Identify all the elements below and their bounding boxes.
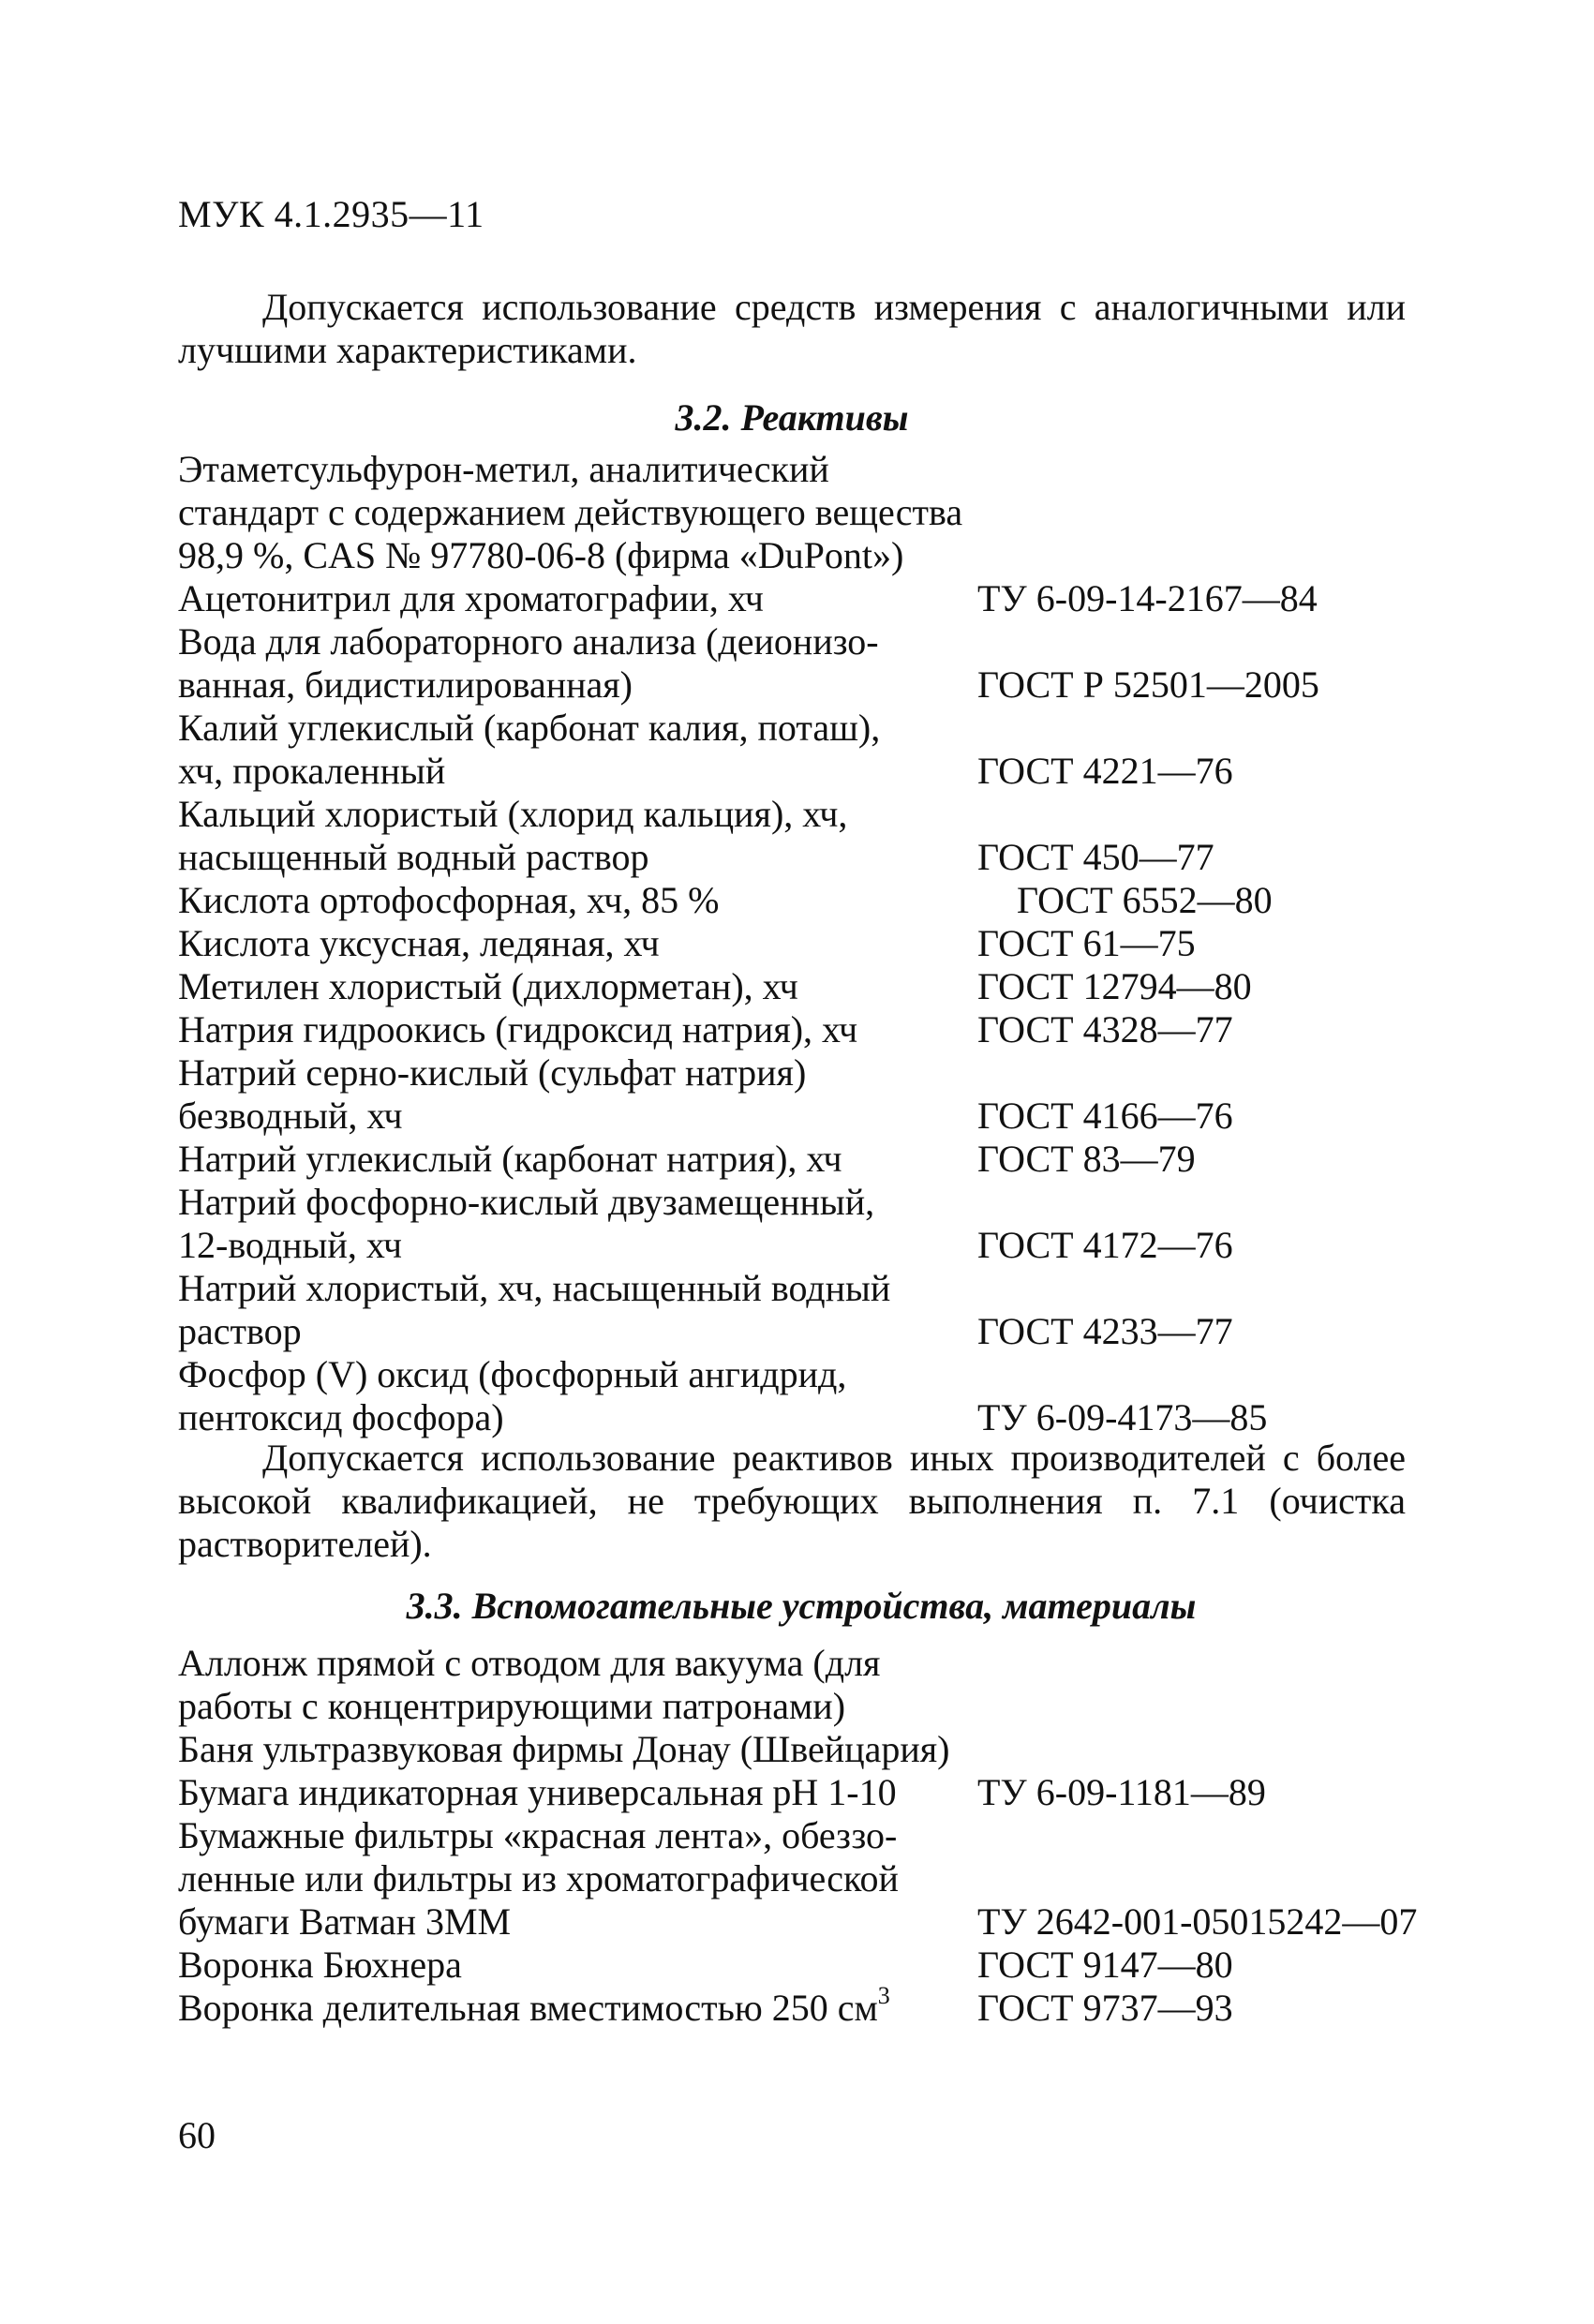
item-name — [178, 1267, 984, 1353]
item-name-line — [178, 1396, 984, 1439]
item-name-line — [178, 707, 984, 750]
item-name — [178, 879, 984, 922]
item-standard: ГОСТ 12794—80 — [977, 965, 1252, 1007]
item-name-text: Натрий углекислый (карбонат натрия), хч — [178, 1138, 842, 1180]
list-item — [178, 707, 1452, 793]
item-name-text: Воронка Бюхнера — [178, 1944, 462, 1986]
item-name-line — [178, 1814, 984, 1857]
item-name — [178, 1728, 984, 1771]
item-name-line — [178, 750, 984, 793]
item-standard: ТУ 2642-001-05015242—07 — [977, 1900, 1418, 1943]
list-item — [178, 1944, 1452, 1987]
materials-list — [178, 1642, 1452, 2030]
list-item — [178, 577, 1452, 620]
list-item — [178, 1051, 1452, 1138]
item-name-line — [178, 1008, 984, 1051]
item-name-text: Натрий фосфорно-кислый двузамещенный, — [178, 1181, 875, 1223]
list-item — [178, 793, 1452, 879]
document-code-header: МУК 4.1.2935—11 — [178, 193, 484, 235]
item-name-line — [178, 793, 984, 836]
item-name-text: Ацетонитрил для хроматографии, хч — [178, 577, 764, 619]
item-standard: ГОСТ 4172—76 — [977, 1224, 1233, 1266]
item-name-text: Натрий серно-кислый (сульфат натрия) — [178, 1051, 807, 1094]
item-name-line — [178, 836, 984, 879]
item-name — [178, 1008, 984, 1051]
item-name-text: Этаметсульфурон-метил, аналитический — [178, 448, 829, 490]
item-name — [178, 448, 984, 577]
item-name — [178, 793, 984, 879]
item-name — [178, 965, 984, 1008]
item-name-text: работы с концентрирующими патронами) — [178, 1685, 846, 1727]
item-name-line — [178, 879, 984, 922]
item-name-line — [178, 577, 984, 620]
item-name-text: Бумага индикаторная универсальная рН 1-10 — [178, 1771, 897, 1813]
item-name-line — [178, 1685, 984, 1728]
item-standard: ГОСТ 9737—93 — [977, 1987, 1233, 2029]
item-name-line — [178, 922, 984, 965]
item-name-text: Метилен хлористый (дихлорметан), хч — [178, 965, 798, 1007]
list-item — [178, 1267, 1452, 1353]
item-name-line — [178, 620, 984, 663]
item-name-line — [178, 1771, 984, 1814]
item-name-text: безводный, хч — [178, 1095, 403, 1137]
item-name-text: Аллонж прямой с отводом для вакуума (для — [178, 1642, 881, 1684]
item-name — [178, 620, 984, 707]
section-title-reagents: 3.2. Реактивы — [675, 396, 909, 439]
item-name-line — [178, 1857, 984, 1900]
item-name-line — [178, 1353, 984, 1396]
list-item — [178, 620, 1452, 707]
item-name — [178, 1814, 984, 1944]
section-title-materials: 3.3. Вспомогательные устройства, материалы — [406, 1585, 1197, 1627]
page-number: 60 — [178, 2114, 216, 2156]
item-name-text: 98,9 %, CAS № 97780-06-8 (фирма «DuPont») — [178, 534, 904, 576]
item-name-text: раствор — [178, 1310, 302, 1352]
item-name-line — [178, 1138, 984, 1181]
item-standard: ГОСТ 4233—77 — [977, 1310, 1233, 1352]
list-item — [178, 1181, 1452, 1267]
item-name — [178, 1353, 984, 1439]
list-item — [178, 1353, 1452, 1439]
item-name-text: стандарт с содержанием действующего вещества — [178, 491, 963, 533]
item-standard: ТУ 6-09-4173—85 — [977, 1396, 1268, 1438]
item-standard: ГОСТ 61—75 — [977, 922, 1196, 964]
item-name-line — [178, 965, 984, 1008]
item-name-text: бумаги Ватман 3ММ — [178, 1900, 512, 1943]
item-name-text: Кальций хлористый (хлорид кальция), хч, — [178, 793, 848, 835]
item-standard: ГОСТ 9147—80 — [977, 1944, 1233, 1986]
item-name-text: хч, прокаленный — [178, 750, 446, 792]
item-name — [178, 1771, 984, 1814]
item-name-line — [178, 1982, 984, 2030]
item-name — [178, 1181, 984, 1267]
item-name-line — [178, 1310, 984, 1353]
item-name-text: Калий углекислый (карбонат калия, поташ), — [178, 707, 881, 749]
item-standard: ГОСТ 4328—77 — [977, 1008, 1233, 1050]
reagents-list — [178, 448, 1452, 1439]
item-name — [178, 1642, 984, 1728]
list-item — [178, 879, 1452, 922]
item-name — [178, 1051, 984, 1138]
item-standard: ТУ 6-09-1181—89 — [977, 1771, 1266, 1813]
item-standard: ГОСТ Р 52501—2005 — [977, 663, 1319, 706]
intro-paragraph — [178, 286, 1406, 372]
list-item — [178, 1814, 1452, 1944]
list-item — [178, 1982, 1452, 2030]
list-item — [178, 965, 1452, 1008]
item-name-text: пентоксид фосфора) — [178, 1396, 504, 1438]
item-name-line — [178, 448, 984, 491]
item-name-line — [178, 1051, 984, 1095]
list-item — [178, 1642, 1452, 1728]
item-standard: ГОСТ 6552—80 — [1017, 879, 1273, 921]
item-standard: ГОСТ 4221—76 — [977, 750, 1233, 792]
item-name-line — [178, 1944, 984, 1987]
item-name — [178, 1138, 984, 1181]
item-name — [178, 707, 984, 793]
item-standard: ГОСТ 4166—76 — [977, 1095, 1233, 1137]
item-name-line — [178, 534, 984, 577]
item-name-line — [178, 491, 984, 534]
item-name-line — [178, 1095, 984, 1138]
reagents-note-text: Допускается использование реактивов иных производителей с более высокой квалификацией, не требующих выполнения п. 7.1 (очистка растворителей). — [178, 1437, 1406, 1565]
item-name-text: Натрий хлористый, хч, насыщенный водный — [178, 1267, 891, 1309]
item-name-text: Баня ультразвуковая фирмы Донау (Швейцария) — [178, 1728, 950, 1770]
item-name-text: Натрия гидроокись (гидроксид натрия), хч — [178, 1008, 858, 1050]
item-standard: ГОСТ 83—79 — [977, 1138, 1196, 1180]
list-item — [178, 1138, 1452, 1181]
item-name-text: Кислота ортофосфорная, хч, 85 % — [178, 879, 720, 921]
item-name-text: насыщенный водный раствор — [178, 836, 649, 878]
item-name-text: Бумажные фильтры «красная лента», обеззо- — [178, 1814, 898, 1856]
item-name — [178, 1982, 984, 2030]
list-item — [178, 1771, 1452, 1814]
item-standard: ТУ 6-09-14-2167—84 — [977, 577, 1318, 619]
reagents-note-paragraph — [178, 1437, 1406, 1566]
item-name-line — [178, 1267, 984, 1310]
item-name — [178, 922, 984, 965]
item-name-text: Воронка делительная вместимостью 250 см — [178, 1987, 878, 2029]
intro-paragraph-text: Допускается использование средств измерения с аналогичными или лучшими характеристиками. — [178, 286, 1406, 371]
item-name-text: ванная, бидистилированная) — [178, 663, 633, 706]
item-name-line — [178, 1224, 984, 1267]
item-name — [178, 577, 984, 620]
item-name-text: Кислота уксусная, ледяная, хч — [178, 922, 660, 964]
list-item — [178, 922, 1452, 965]
item-name-text: 12-водный, хч — [178, 1224, 402, 1266]
item-name-text: Вода для лабораторного анализа (деионизо- — [178, 620, 879, 663]
item-name-line — [178, 1728, 984, 1771]
item-name-line — [178, 1642, 984, 1685]
list-item — [178, 1008, 1452, 1051]
item-name-text: ленные или фильтры из хроматографической — [178, 1857, 899, 1899]
item-standard: ГОСТ 450—77 — [977, 836, 1214, 878]
item-name-line — [178, 663, 984, 707]
item-name-line — [178, 1900, 984, 1944]
unit-superscript: 3 — [877, 1982, 890, 2009]
item-name-line — [178, 1181, 984, 1224]
list-item — [178, 448, 1452, 577]
item-name-text: Фосфор (V) оксид (фосфорный ангидрид, — [178, 1353, 847, 1395]
item-name — [178, 1944, 984, 1987]
list-item — [178, 1728, 1452, 1771]
